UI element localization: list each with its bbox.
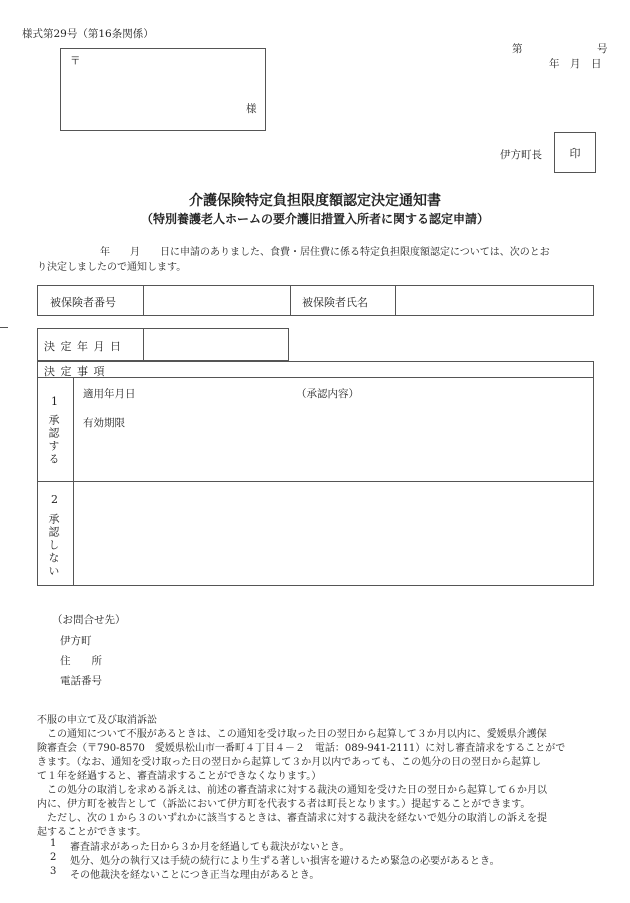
appeal-item-2-number: 2 bbox=[50, 852, 57, 863]
approval-content-label: （承認内容） bbox=[296, 388, 359, 400]
margin-mark bbox=[0, 327, 8, 328]
decision-date-label: 決 定 年 月 日 bbox=[44, 340, 121, 353]
address-box bbox=[60, 48, 266, 131]
reject-label: 承認しない bbox=[47, 513, 60, 578]
issue-date: 年 月 日 bbox=[549, 58, 602, 70]
appeal-heading: 不服の申立て及び取消訴訟 bbox=[37, 715, 157, 726]
intro-line-1: 年 月 日に申請のありました、食費・居住費に係る特定負担限度額認定については、次のとお bbox=[100, 247, 550, 258]
insured-number-label: 被保険者番号 bbox=[50, 296, 116, 309]
insured-name-label: 被保険者氏名 bbox=[302, 296, 368, 309]
appeal-p2-line1: この処分の取消しを求める訴えは、前述の審査請求に対する裁決の通知を受けた日の翌日から起算して６か月以 bbox=[47, 785, 547, 796]
appeal-item-2-text: 処分、処分の執行又は手続の続行により生ずる著しい損害を避けるため緊急の必要があるとき。 bbox=[70, 856, 500, 867]
appeal-p3-line2: 起することができます。 bbox=[37, 827, 147, 838]
postal-mark: 〒 bbox=[70, 55, 81, 67]
approve-number: 1 bbox=[51, 395, 58, 408]
document-subtitle: （特別養護老人ホームの要介護旧措置入所者に関する認定申請） bbox=[140, 212, 489, 226]
contact-heading: （お問合せ先） bbox=[52, 614, 126, 626]
form-number: 様式第29号（第16条関係） bbox=[22, 28, 154, 40]
contact-address-label: 住 所 bbox=[60, 655, 102, 667]
appeal-item-3-text: その他裁決を経ないことにつき正当な理由があるとき。 bbox=[70, 870, 320, 881]
appeal-p3-line1: ただし、次の１から３のいずれかに該当するときは、審査請求に対する裁決を経ないで処分の取消しの訴えを提 bbox=[47, 813, 547, 824]
honorific: 様 bbox=[246, 103, 257, 115]
appeal-p1-line4: て１年を経過すると、審査請求することができなくなります。） bbox=[37, 771, 322, 782]
issuer-title: 伊方町長 bbox=[500, 149, 542, 161]
contact-town: 伊方町 bbox=[60, 635, 92, 647]
insured-number-field[interactable] bbox=[144, 286, 289, 315]
appeal-item-1-text: 審査請求があった日から３か月を経過しても裁決がないとき。 bbox=[70, 842, 350, 853]
number-go: 号 bbox=[597, 43, 608, 55]
seal-box bbox=[554, 132, 596, 173]
appeal-item-1-number: 1 bbox=[50, 838, 57, 849]
reject-number: 2 bbox=[51, 493, 58, 506]
valid-period-label: 有効期限 bbox=[83, 417, 125, 429]
insured-name-field[interactable] bbox=[396, 286, 593, 315]
seal-mark: 印 bbox=[569, 146, 581, 160]
decision-items-label: 決 定 事 項 bbox=[44, 365, 105, 378]
appeal-p1-line2: 険審査会（〒790-8570 愛媛県松山市一番町４丁目４－２ 電話：089-941-2111）に対し審査請求をすることがで bbox=[37, 743, 566, 754]
applicable-date-label: 適用年月日 bbox=[83, 388, 136, 400]
document-title: 介護保険特定負担限度額認定決定通知書 bbox=[189, 193, 441, 209]
approve-label: 承認する bbox=[47, 414, 60, 466]
decision-date-field[interactable] bbox=[144, 329, 288, 360]
appeal-p1-line1: この通知について不服があるときは、この通知を受け取った日の翌日から起算して３か月以内に、愛媛県介護保 bbox=[47, 729, 547, 740]
number-dai: 第 bbox=[512, 43, 523, 55]
contact-phone-label: 電話番号 bbox=[60, 675, 102, 687]
appeal-item-3-number: 3 bbox=[50, 866, 57, 877]
appeal-p2-line2: 内に、伊方町を被告として（訴訟において伊方町を代表する者は町長となります。）提起することができます。 bbox=[37, 799, 531, 810]
appeal-p1-line3: きます。（なお、通知を受け取った日の翌日から起算して３か月以内であっても、この処分の日の翌日から起算し bbox=[37, 757, 542, 768]
intro-line-2: り決定しましたので通知します。 bbox=[37, 262, 187, 273]
